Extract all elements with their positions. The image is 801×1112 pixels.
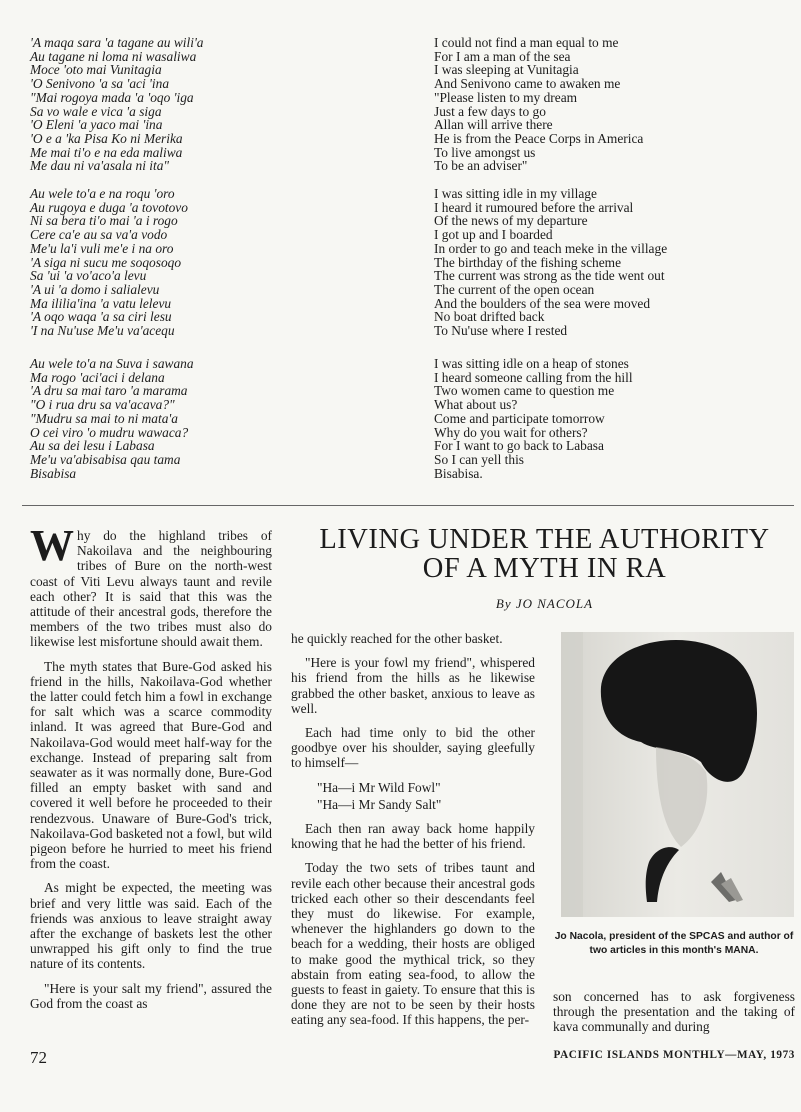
article-paragraph: As might be expected, the meeting was brief and very little was said. Each of the friends was anxious to leave straight away after the exchange of baskets lest the other unwrapped his gift only to find the true nature of its contents. xyxy=(30,880,272,972)
article-paragraph: son concerned has to ask forgiveness through the presentation and the taking of kava communally and during xyxy=(553,989,795,1035)
poem-line: Cere ca'e au sa va'a vodo xyxy=(30,227,168,243)
poem-line: Au wele to'a na Suva i sawana xyxy=(30,356,194,371)
author-photo xyxy=(561,632,794,917)
poem-line: I heard it rumoured before the arrival xyxy=(434,199,634,215)
poem-line: Me mai ti'o e na eda maliwa xyxy=(30,144,183,160)
poem-fijian-stanza-3 xyxy=(30,357,400,480)
article-paragraph: Each then ran away back home happily knowing that he had the better of his friend. xyxy=(291,821,535,852)
page-number: 72 xyxy=(30,1048,47,1067)
poem-line: 'A oqo waqa 'a sa ciri lesu xyxy=(30,309,172,325)
poem-line: The birthday of the fishing scheme xyxy=(434,254,622,270)
article-byline: By JO NACOLA xyxy=(495,596,594,611)
poem-line: So I can yell this xyxy=(434,451,525,467)
poem-line: "Please listen to my dream xyxy=(434,89,578,105)
article-paragraph: Why do the highland tribes of Nakoilava and the neighbouring tribes of Bure on the north-west coast of Viti Levu always taunt and revile each other? It is said that this was the attitude of their ancestral gods, therefore the members of the two tribes must also do likewise lest misfortune should await them. xyxy=(30,521,272,650)
poem-line: 'A siga ni sucu me soqosoqo xyxy=(30,254,182,270)
poem-line: He is from the Peace Corps in America xyxy=(434,130,644,146)
poem-line: To live amongst us xyxy=(434,144,536,160)
poem-line: "Mai rogoya mada 'a 'oqo 'iga xyxy=(30,89,194,105)
poem-fijian-stanza-1 xyxy=(30,36,400,173)
poem-line: O cei viro 'o mudru wawaca? xyxy=(30,424,189,440)
poem-line: Moce 'oto mai Vunitagia xyxy=(30,62,162,78)
poem-line: Of the news of my departure xyxy=(434,213,588,229)
running-head: PACIFIC ISLANDS MONTHLY—MAY, 1973 xyxy=(553,1049,795,1061)
poem-line: I got up and I boarded xyxy=(434,227,553,243)
poem-english-stanza-1 xyxy=(434,36,794,173)
poem-line: 'A ui 'a domo i salialevu xyxy=(30,281,160,297)
poem-line: Ma ililia'ina 'a vatu lelevu xyxy=(30,295,172,311)
poem-fijian-stanza-2 xyxy=(30,187,400,338)
article-paragraph: he quickly reached for the other basket. xyxy=(291,631,503,646)
poem-line: Me'u va'abisabisa qau tama xyxy=(30,451,181,467)
poem-line: For I want to go back to Labasa xyxy=(434,438,604,454)
poem-line: Au rugoya e duga 'a tovotovo xyxy=(30,199,188,215)
article-column-1 xyxy=(30,521,272,1020)
poem-line: I heard someone calling from the hill xyxy=(434,369,633,385)
poem-line: 'A dru sa mai taro 'a marama xyxy=(30,383,188,399)
poem-line: Two women came to question me xyxy=(434,383,615,399)
poem-line: For I am a man of the sea xyxy=(434,48,571,64)
poem-line: Sa 'ui 'a vo'aco'a levu xyxy=(30,268,147,284)
poem-line: 'O Senivono 'a sa 'aci 'ina xyxy=(30,76,170,92)
article-title: LIVING UNDER THE AUTHORITY OF A MYTH IN RA xyxy=(319,524,770,584)
poem-line: Bisabisa. xyxy=(434,465,483,481)
poem-line: And the boulders of the sea were moved xyxy=(434,295,651,311)
poem-line: "O i rua dru sa va'acava?" xyxy=(30,397,175,413)
poem-line: The current was strong as the tide went out xyxy=(434,268,665,284)
poem-line: Ni sa bera ti'o mai 'a i rogo xyxy=(30,213,178,229)
poem-line: What about us? xyxy=(434,397,518,413)
poem-english-stanza-3 xyxy=(434,357,794,480)
dialog-line: "Ha—i Mr Wild Fowl" xyxy=(317,779,441,795)
article-paragraph: Each had time only to bid the other goodbye over his shoulder, saying gleefully to himself— xyxy=(291,725,535,771)
poem-line: I was sitting idle on a heap of stones xyxy=(434,356,629,371)
poem-line: No boat drifted back xyxy=(434,309,545,325)
poem-line: 'O e a 'ka Pisa Ko ni Merika xyxy=(30,130,183,146)
poem-line: Why do you wait for others? xyxy=(434,424,588,440)
poem-line: Sa vo wale e vica 'a siga xyxy=(30,103,162,119)
poem-english-stanza-2 xyxy=(434,187,794,338)
article-paragraph: "Here is your salt my friend", assured the God from the coast as xyxy=(30,980,272,1011)
poem-line: Me dau ni va'asala ni ita" xyxy=(30,158,170,174)
poem-line: And Senivono came to awaken me xyxy=(434,76,621,92)
poem-line: Au sa dei lesu i Labasa xyxy=(30,438,155,454)
author-portrait-image xyxy=(561,632,794,917)
poem-line: I could not find a man equal to me xyxy=(434,35,619,50)
article-column-3 xyxy=(553,989,795,1044)
dialog-line: "Ha—i Mr Sandy Salt" xyxy=(317,796,442,812)
poem-line: The current of the open ocean xyxy=(434,281,595,297)
article-paragraph: "Here is your fowl my friend", whispered his friend from the hills as he likewise grabbed the other basket, anxious to leave as well. xyxy=(291,655,535,716)
poem-line: Ma rogo 'aci'aci i delana xyxy=(30,369,165,385)
poem-line: 'A maqa sara 'a tagane au wili'a xyxy=(30,35,204,50)
poem-line: To be an adviser" xyxy=(434,158,528,174)
poem-line: Au tagane ni loma ni wasaliwa xyxy=(30,48,197,64)
poem-line: Just a few days to go xyxy=(434,103,546,119)
poem-line: In order to go and teach meke in the village xyxy=(434,240,668,256)
poem-line: I was sitting idle in my village xyxy=(434,186,597,201)
poem-line: I was sleeping at Vunitagia xyxy=(434,62,579,78)
article-column-2 xyxy=(291,631,535,1037)
poem-line: Au wele to'a e na roqu 'oro xyxy=(30,186,175,201)
poem-line: 'O Eleni 'a yaco mai 'ina xyxy=(30,117,163,133)
poem-line: Allan will arrive there xyxy=(434,117,553,133)
poem-line: To Nu'use where I rested xyxy=(434,323,568,339)
poem-line: 'I na Nu'use Me'u va'acequ xyxy=(30,323,175,339)
poem-line: Bisabisa xyxy=(30,465,77,481)
poem-line: Come and participate tomorrow xyxy=(434,410,605,426)
photo-caption: Jo Nacola, president of the SPCAS and author of two articles in this month's MANA. xyxy=(554,931,794,956)
drop-cap: W xyxy=(30,521,74,570)
poem-line: "Mudru sa mai to ni mata'a xyxy=(30,410,178,426)
section-divider xyxy=(22,505,794,506)
article-paragraph: Today the two sets of tribes taunt and revile each other because their ancestral gods tricked each other so their descendants feel they must do likewise. For example, whenever the highlanders go down to the beach for a wedding, their hosts are obliged to make good the mythical trick, so they abstain from eating sea-food, to allow the guests to feast in gaiety. To ensure that this is done they are not to be seen by their hosts eating any sea-food. If this happens, the per- xyxy=(291,860,535,1028)
article-paragraph: The myth states that Bure-God asked his friend in the hills, Nakoilava-God whether the latter could fetch him a fowl in exchange for salt which was a scarce commodity inland. It was agreed that Bure-God and Nakoilava-God would meet half-way for the exchange. Instead of preparing salt from seawater as it was normally done, Bure-God filled an empty basket with sand and covered it well before he proceeded to their rendezvous. Unaware of Bure-God's trick, Nakoilava-God basketed not a fowl, but wild pigeon before he hurried to meet his friend from the coast. xyxy=(30,658,272,872)
poem-line: Me'u la'i vuli me'e i na oro xyxy=(30,240,174,256)
